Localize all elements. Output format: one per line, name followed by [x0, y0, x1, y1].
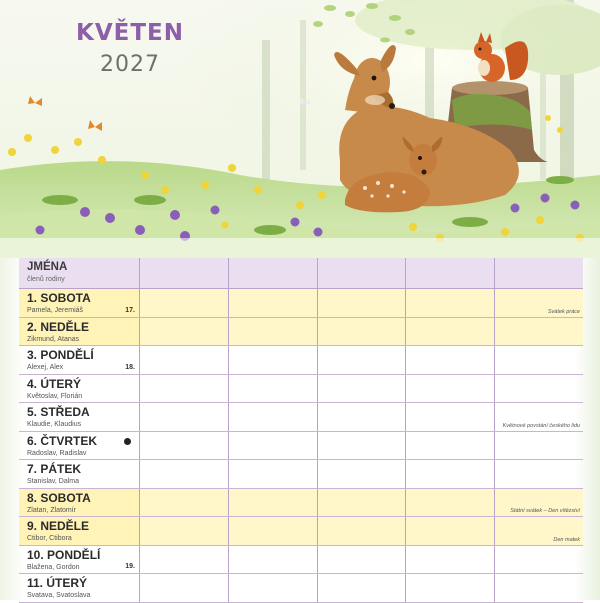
entry-cell[interactable] — [495, 289, 583, 317]
week-number: 19. — [125, 563, 135, 570]
entry-cell[interactable] — [495, 318, 583, 346]
month-title: KVĚTEN — [76, 20, 184, 46]
name-day-names: Svatava, Svatoslava — [27, 592, 91, 599]
day-row — [19, 375, 583, 404]
entry-cell[interactable] — [229, 403, 318, 431]
day-label: 8. SOBOTA — [27, 490, 91, 505]
entry-cell[interactable] — [406, 318, 495, 346]
entry-cell[interactable] — [140, 289, 229, 317]
holiday-note: Květnové povstání českého lidu — [502, 422, 580, 429]
entry-cell[interactable] — [140, 318, 229, 346]
entry-cell[interactable] — [140, 489, 229, 517]
day-row — [19, 289, 583, 318]
entry-cell[interactable] — [495, 489, 583, 517]
entry-cell[interactable] — [318, 318, 407, 346]
day-row — [19, 574, 583, 603]
entry-cell[interactable] — [318, 375, 407, 403]
day-row — [19, 546, 583, 575]
entry-cell[interactable] — [406, 375, 495, 403]
entry-cell[interactable] — [495, 346, 583, 374]
entry-cell[interactable] — [229, 546, 318, 574]
entry-cell[interactable] — [140, 574, 229, 602]
entry-cell[interactable] — [229, 346, 318, 374]
holiday-note: Den matek — [553, 536, 580, 543]
entry-cell[interactable] — [495, 460, 583, 488]
names-header-sublabel: členů rodiny — [27, 276, 65, 283]
new-moon-icon — [124, 438, 131, 445]
entry-cell[interactable] — [495, 546, 583, 574]
day-cell — [19, 289, 140, 317]
day-cell — [19, 403, 140, 431]
entry-cell[interactable] — [229, 289, 318, 317]
day-cell — [19, 489, 140, 517]
entry-cell[interactable] — [406, 432, 495, 460]
day-label: 3. PONDĚLÍ — [27, 348, 94, 362]
name-day-names: Alexej, Alex — [27, 364, 64, 371]
week-number: 18. — [125, 363, 135, 371]
day-rows — [19, 289, 583, 603]
entry-cell[interactable] — [495, 574, 583, 602]
entry-cell[interactable] — [406, 546, 495, 574]
day-label: 2. NEDĚLE — [27, 319, 90, 334]
entry-cell[interactable] — [229, 574, 318, 602]
day-label: 9. NEDĚLE — [27, 519, 90, 533]
entry-cell[interactable] — [406, 460, 495, 488]
name-day-names: Radoslav, Radislav — [27, 449, 87, 457]
entry-cell[interactable] — [318, 346, 407, 374]
entry-cell[interactable] — [140, 517, 229, 545]
entry-cell[interactable] — [140, 546, 229, 574]
day-row — [19, 432, 583, 461]
day-row — [19, 318, 583, 347]
day-row — [19, 346, 583, 375]
day-cell — [19, 517, 140, 545]
entry-cell[interactable] — [406, 346, 495, 374]
entry-cell[interactable] — [495, 403, 583, 431]
year-label: 2027 — [100, 52, 160, 77]
names-header-cell — [19, 258, 140, 288]
names-header-label: JMÉNA — [27, 261, 68, 273]
entry-cell[interactable] — [495, 517, 583, 545]
entry-cell[interactable] — [229, 489, 318, 517]
day-cell — [19, 346, 140, 374]
entry-cell[interactable] — [406, 289, 495, 317]
entry-cell[interactable] — [318, 289, 407, 317]
entry-cell[interactable] — [495, 375, 583, 403]
name-day-names: Stanislav, Dalma — [27, 478, 80, 485]
day-cell — [19, 574, 140, 602]
entry-cell[interactable] — [318, 432, 407, 460]
member-column-4[interactable] — [406, 258, 495, 288]
day-row — [19, 489, 583, 518]
day-label: 5. STŘEDA — [27, 405, 90, 419]
entry-cell[interactable] — [406, 574, 495, 602]
entry-cell[interactable] — [318, 403, 407, 431]
day-label: 4. ÚTERÝ — [27, 376, 82, 391]
entry-cell[interactable] — [229, 432, 318, 460]
family-calendar-table — [19, 258, 583, 603]
day-label: 1. SOBOTA — [27, 291, 91, 305]
holiday-note: Svátek práce — [547, 308, 580, 315]
entry-cell[interactable] — [140, 346, 229, 374]
day-label: 10. PONDĚLÍ — [27, 547, 101, 562]
day-row — [19, 403, 583, 432]
day-cell — [19, 432, 140, 460]
day-label: 6. ČTVRTEK — [27, 433, 98, 448]
name-day-names: Blažena, Gordon — [27, 563, 80, 571]
entry-cell[interactable] — [318, 489, 407, 517]
day-cell — [19, 318, 140, 346]
name-day-names: Klaudie, Klaudius — [27, 421, 82, 428]
entry-cell[interactable] — [406, 517, 495, 545]
entry-cell[interactable] — [229, 460, 318, 488]
header-row — [19, 258, 583, 289]
entry-cell[interactable] — [318, 546, 407, 574]
entry-cell[interactable] — [140, 375, 229, 403]
holiday-note: Státní svátek – Den vítězství — [510, 508, 580, 514]
name-day-names: Pamela, Jeremiáš — [27, 307, 84, 314]
entry-cell[interactable] — [318, 460, 407, 488]
name-day-names: Ctibor, Ctibora — [27, 535, 72, 542]
week-number: 17. — [125, 306, 135, 314]
entry-cell[interactable] — [229, 318, 318, 346]
entry-cell[interactable] — [229, 517, 318, 545]
member-column-2[interactable] — [229, 258, 318, 288]
entry-cell[interactable] — [406, 403, 495, 431]
member-column-5[interactable] — [495, 258, 583, 288]
name-day-names: Zikmund, Atanas — [27, 335, 80, 343]
name-day-names: Květoslav, Florián — [27, 392, 83, 400]
day-label: 7. PÁTEK — [27, 462, 82, 476]
day-row — [19, 460, 583, 489]
day-cell — [19, 460, 140, 488]
day-cell — [19, 546, 140, 574]
entry-cell[interactable] — [495, 432, 583, 460]
entry-cell[interactable] — [140, 432, 229, 460]
entry-cell[interactable] — [318, 517, 407, 545]
day-row — [19, 517, 583, 546]
entry-cell[interactable] — [140, 460, 229, 488]
entry-cell[interactable] — [406, 489, 495, 517]
member-column-1[interactable] — [140, 258, 229, 288]
entry-cell[interactable] — [318, 574, 407, 602]
day-label: 11. ÚTERÝ — [27, 576, 88, 590]
member-column-3[interactable] — [318, 258, 407, 288]
entry-cell[interactable] — [140, 403, 229, 431]
entry-cell[interactable] — [229, 375, 318, 403]
day-cell — [19, 375, 140, 403]
name-day-names: Zlatan, Zlatomír — [27, 506, 77, 514]
